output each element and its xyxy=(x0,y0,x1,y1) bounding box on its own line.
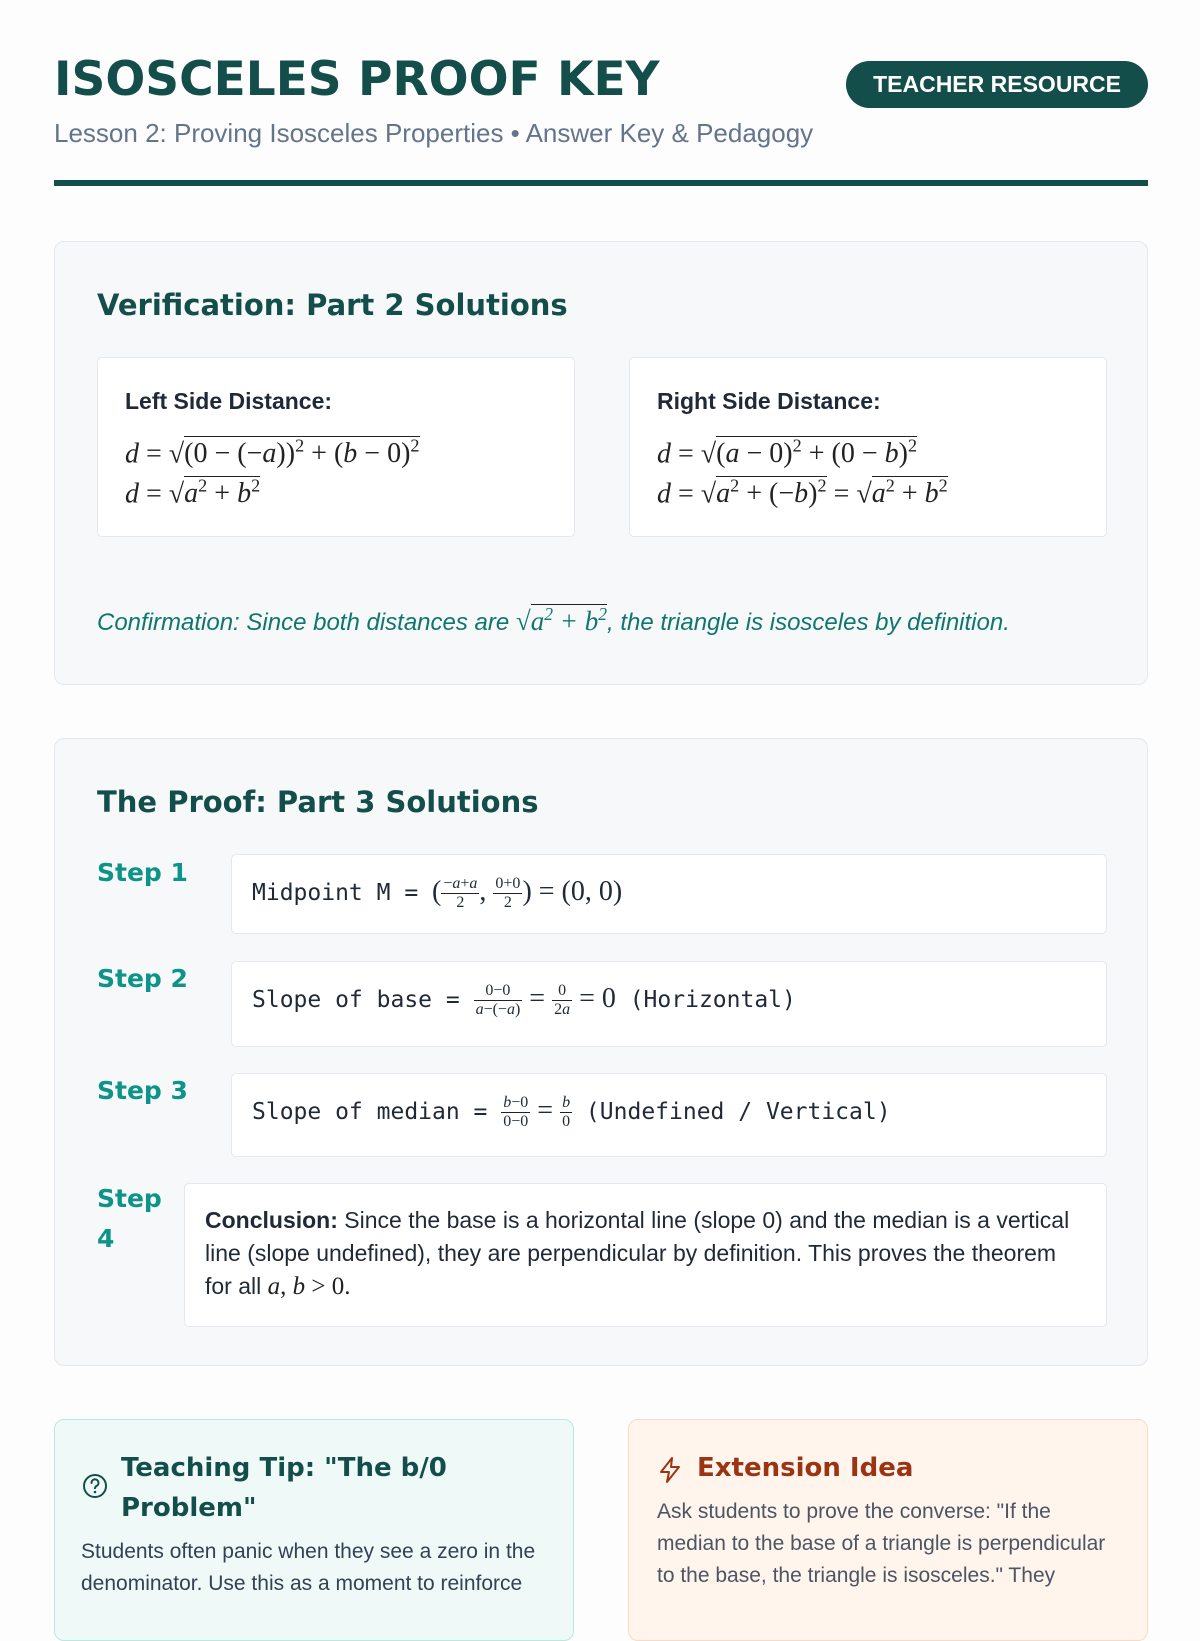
confirmation-suffix: , the triangle is isosceles by definition. xyxy=(606,609,1010,636)
verification-card xyxy=(54,241,1148,685)
step-4-label: Step 4 xyxy=(97,1184,162,1253)
left-distance-result: $d = √a^2 + b^2$ xyxy=(125,476,261,510)
proof-title: The Proof: Part 3 Solutions xyxy=(97,785,539,819)
confirmation-prefix: Confirmation: Since both distances are xyxy=(97,609,510,636)
teaching-tip-body: Students often panic when they see a zero in the denominator. Use this as a moment to reinforce xyxy=(81,1540,536,1595)
left-distance-box xyxy=(97,357,575,537)
step-2-label: Step 2 xyxy=(97,964,188,993)
conclusion-text: Since the base is a horizontal line (slope 0) and the median is a vertical line (slope undefined), they are perpendicular by definition. This proves the theorem for all xyxy=(205,1207,1070,1299)
right-distance-formula: $d = √(a - 0)^2 + (0 - b)^2$ xyxy=(657,436,918,470)
question-circle-icon xyxy=(82,1473,108,1499)
page-title: ISOSCELES PROOF KEY xyxy=(54,52,660,107)
left-distance-label: Left Side Distance: xyxy=(125,388,333,414)
extension-idea-body: Ask students to prove the converse: "If the median to the base of a triangle is perpendicular to the base, the triangle is isosceles." They xyxy=(657,1500,1106,1587)
teaching-tip-card xyxy=(54,1419,574,1641)
step-3-content: Slope of median = $\frac{b-0}{0-0}$ = $\frac{b}{0}$ (Undefined / Vertical) xyxy=(252,1094,891,1130)
step-2-prefix: Slope of base = xyxy=(252,987,474,1013)
conclusion-condition: a, b > 0. xyxy=(267,1273,351,1300)
step-4-conclusion xyxy=(205,1204,1085,1303)
step-1-label: Step 1 xyxy=(97,858,188,887)
step-3-suffix: (Undefined / Vertical) xyxy=(572,1099,891,1125)
step-1-prefix: Midpoint M = xyxy=(252,880,433,906)
header-divider xyxy=(54,180,1148,186)
page-header xyxy=(54,0,1148,190)
step-2-content: Slope of base = $\frac{0-0}{a-(-a)}$ = $\frac{0}{2a}$ = 0 (Horizontal) xyxy=(252,982,796,1018)
conclusion-heading: Conclusion: xyxy=(205,1207,338,1233)
step-2-suffix: (Horizontal) xyxy=(615,987,796,1013)
right-distance-box xyxy=(629,357,1107,537)
left-distance-formula: $d = √(0 - (-a))^2 + (b - 0)^2$ xyxy=(125,436,420,470)
step-3-prefix: Slope of median = xyxy=(252,1099,502,1125)
right-distance-label: Right Side Distance: xyxy=(657,388,881,414)
lightning-icon xyxy=(657,1456,683,1484)
teaching-tip-title: Teaching Tip: "The b/0 Problem" xyxy=(121,1453,447,1523)
extension-idea-card xyxy=(628,1419,1148,1641)
right-distance-result: $d = √a^2 + (-b)^2 = √a^2 + b^2$ xyxy=(657,476,948,510)
extension-idea-title: Extension Idea xyxy=(697,1453,914,1483)
page-subtitle: Lesson 2: Proving Isosceles Properties • Answer Key & Pedagogy xyxy=(54,118,814,148)
confirmation-formula: $√a^2 + b^2$ xyxy=(515,604,607,636)
answer-key-page xyxy=(54,0,1148,1595)
verification-title: Verification: Part 2 Solutions xyxy=(97,288,568,322)
step-4-box xyxy=(184,1183,1107,1327)
step-1-box xyxy=(231,854,1107,934)
proof-card xyxy=(54,738,1148,1366)
confirmation-text xyxy=(97,604,1010,637)
step-2-box xyxy=(231,961,1107,1047)
step-3-box xyxy=(231,1073,1107,1157)
step-3-label: Step 3 xyxy=(97,1076,188,1105)
step-1-content: Midpoint M = ( $\frac{-a+a}{2}$ , $\frac{0+0}{2}$ ) = (0, 0) xyxy=(252,875,623,911)
teacher-resource-badge: TEACHER RESOURCE xyxy=(846,61,1148,108)
